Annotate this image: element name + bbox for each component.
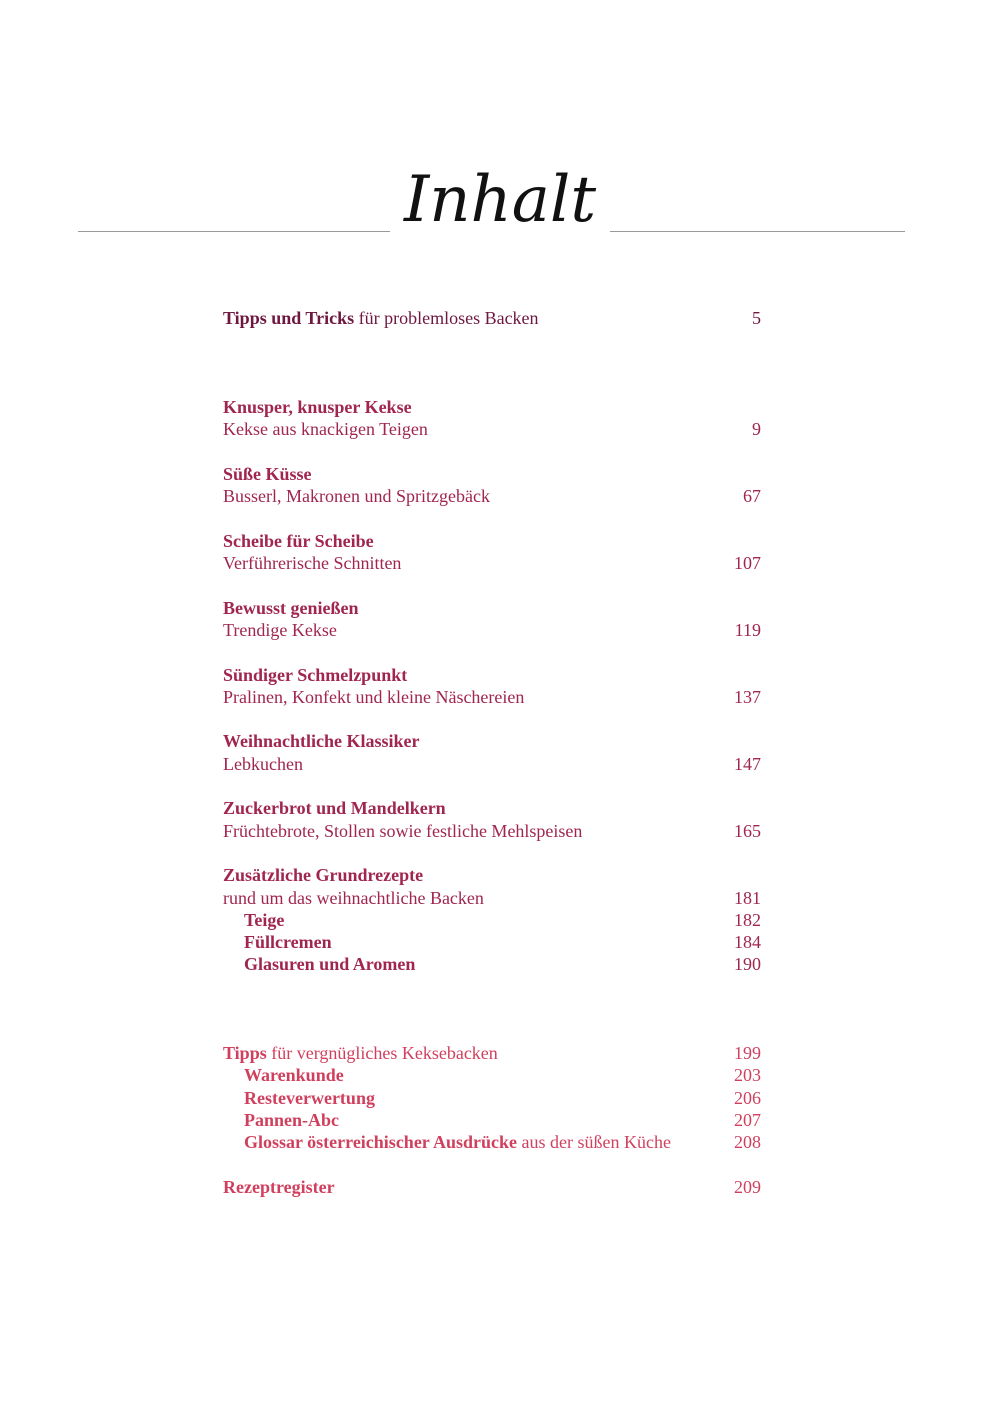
chapter-subtitle: Pralinen, Konfekt und kleine Näschereien [223,686,525,707]
subitem-label: Glasuren und Aromen [244,954,416,975]
chapter-subtitle: Kekse aus knackigen Teigen [223,419,428,440]
chapter-entry[interactable] [223,597,761,642]
toc-entry-tipps[interactable] [223,1042,761,1064]
toc-entry-bold: Rezeptregister [223,1176,335,1197]
chapter-entry[interactable] [223,797,761,842]
appendix-subitem[interactable] [223,1064,761,1086]
toc-page-number: 182 [734,909,761,930]
toc-intro [223,307,761,329]
toc-page-number: 147 [734,753,761,774]
chapter-entry[interactable] [223,730,761,775]
appendix-subitem[interactable] [223,1131,761,1153]
chapter-heading: Sündiger Schmelzpunkt [223,664,408,685]
chapter-heading: Weihnachtliche Klassiker [223,731,420,752]
subitem-label: Pannen-Abc [244,1109,340,1130]
chapter-subtitle: Trendige Kekse [223,619,337,640]
chapter-subitem[interactable] [223,931,761,953]
appendix-subitem[interactable] [223,1109,761,1131]
toc-page-number: 208 [734,1132,761,1153]
chapter-entry[interactable] [223,463,761,508]
toc-page-number: 207 [734,1109,761,1130]
toc-page-number: 190 [734,954,761,975]
toc-entry-register[interactable] [223,1176,761,1198]
chapter-entry[interactable] [223,864,761,975]
toc-page-number: 137 [734,686,761,707]
chapter-heading: Bewusst genießen [223,597,359,618]
chapter-subtitle: rund um das weihnachtliche Backen [223,887,484,908]
chapter-heading: Knusper, knusper Kekse [223,397,412,417]
toc-chapters [223,396,761,976]
toc-appendix [223,1042,761,1198]
subitem-label: Füllcremen [244,932,332,953]
toc-page-number: 5 [752,308,761,328]
toc-entry-intro[interactable] [223,307,761,329]
subitem-label: Glossar österreichischer Ausdrücke [244,1132,517,1153]
toc-page-number: 209 [734,1176,761,1197]
toc-page-number: 119 [734,619,761,640]
subitem-label: Teige [244,909,285,930]
toc-page-number: 181 [734,887,761,908]
chapter-subtitle: Busserl, Makronen und Spritzgebäck [223,486,490,507]
chapter-entry[interactable] [223,396,761,441]
toc-page-number: 199 [734,1043,761,1063]
toc-page-number: 67 [743,486,761,507]
toc-page-number: 206 [734,1087,761,1108]
chapter-entry[interactable] [223,530,761,575]
toc-entry-bold: Tipps und Tricks [223,308,355,328]
chapter-heading: Süße Küsse [223,463,312,484]
chapter-heading: Scheibe für Scheibe [223,530,374,551]
chapter-subitem[interactable] [223,909,761,931]
toc-page-number: 184 [734,932,761,953]
appendix-subitem[interactable] [223,1087,761,1109]
toc-page-number: 165 [734,820,761,841]
toc-page-number: 9 [752,419,761,440]
page-title: Inhalt [390,150,610,250]
chapter-heading: Zusätzliche Grundrezepte [223,865,424,886]
toc-page-number: 203 [734,1065,761,1086]
toc-entry-text: für vergnügliches Keksebacken [266,1043,498,1063]
toc-page-number: 107 [734,553,761,574]
subitem-label: Warenkunde [244,1065,344,1086]
subitem-text: aus der süßen Küche [517,1132,671,1153]
chapter-subtitle: Lebkuchen [223,753,303,774]
chapter-subtitle: Verführerische Schnitten [223,553,402,574]
toc-entry-text: für problemloses Backen [354,308,539,328]
chapter-entry[interactable] [223,664,761,709]
chapter-subtitle: Früchtebrote, Stollen sowie festliche Mehlspeisen [223,820,583,841]
subitem-label: Resteverwertung [244,1087,375,1108]
chapter-heading: Zuckerbrot und Mandelkern [223,798,446,819]
chapter-subitem[interactable] [223,953,761,975]
toc-entry-bold: Tipps [223,1043,267,1063]
